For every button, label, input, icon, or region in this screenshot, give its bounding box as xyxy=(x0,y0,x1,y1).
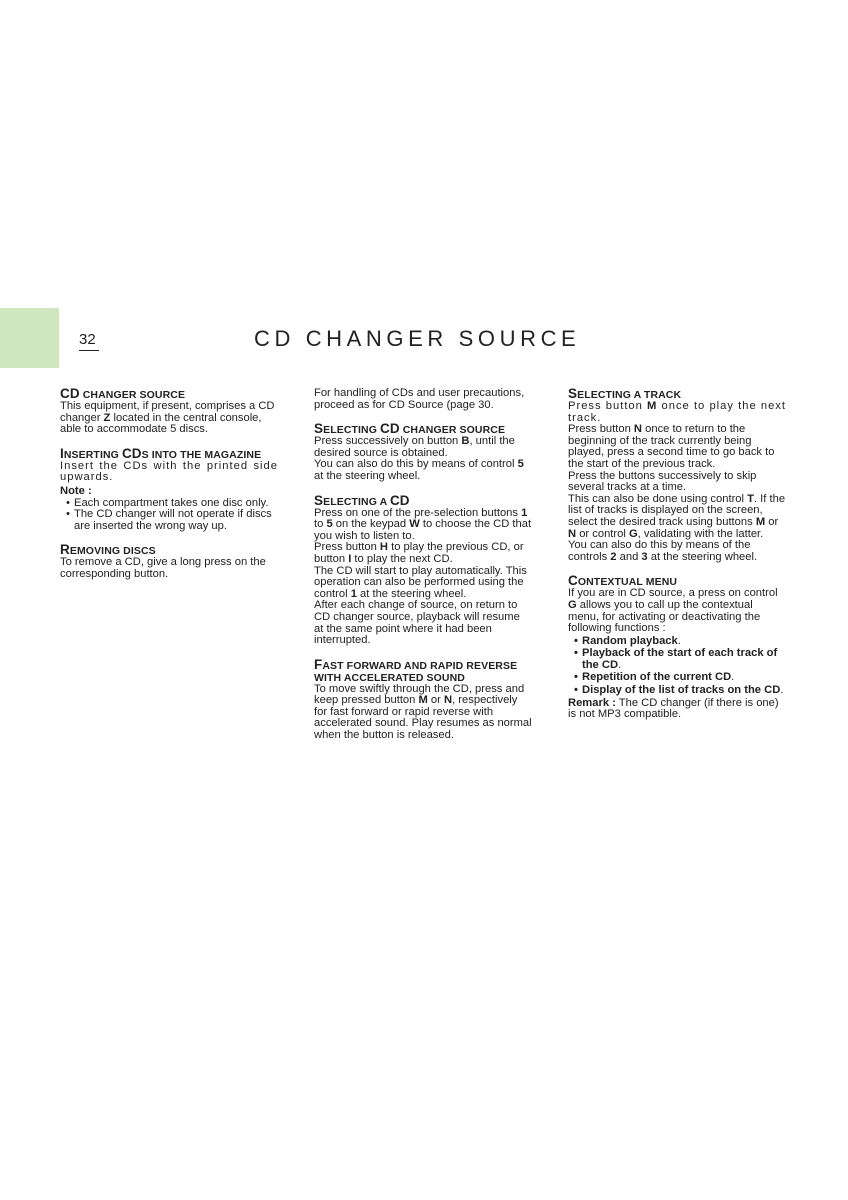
column-3 xyxy=(568,388,786,721)
section-title-removing-discs: REMOVING DISCS xyxy=(60,542,156,558)
list-item: • Random playback. xyxy=(574,636,786,648)
section-text: To remove a CD, give a long press on the corresponding button. xyxy=(60,556,266,580)
section-text: Press the buttons successively to skip several tracks at a time. xyxy=(568,469,757,494)
section-title-contextual-menu: CONTEXTUAL MENU xyxy=(568,573,678,589)
list-item: • The CD changer will not operate if discs are inserted the wrong way up. xyxy=(66,509,278,532)
section-title-selecting-a-track: SELECTING A TRACK xyxy=(568,386,682,401)
section-text: Press button N once to return to the beginning of the track currently being played, press a second time to go back to the start of the previous track. xyxy=(568,423,775,470)
section-text: The CD will start to play automatically. This operation can also be performed using the control 1 at the steering wheel. xyxy=(314,564,527,600)
section-title-selecting-a-cd: SELECTING A CD xyxy=(314,492,410,508)
section-text: If you are in CD source, a press on control G allows you to call up the contextual menu, for activating or deactivating the following functions : xyxy=(568,587,778,635)
column-1 xyxy=(60,388,278,581)
list-item: • Each compartment takes one disc only. xyxy=(66,498,278,510)
section-text: Press successively on button B, until the desired source is obtained. xyxy=(314,435,515,459)
list-item: • Display of the list of tracks on the CD. xyxy=(574,685,786,697)
section-text: Press button H to play the previous CD, or button I to play the next CD. xyxy=(314,541,524,565)
remark: Remark : The CD changer (if there is one) is not MP3 compatible. xyxy=(568,696,779,721)
page-number: 32 xyxy=(79,331,96,348)
chapter-tab xyxy=(0,308,59,368)
section-text: Insert the CDs with the printed side upwards. xyxy=(60,459,278,484)
column-2 xyxy=(314,388,532,742)
section-title-fast-forward: FAST FORWARD AND RAPID REVERSE WITH ACCELERATED SOUND xyxy=(314,656,518,684)
functions-list xyxy=(568,636,786,697)
section-text: This equipment, if present, comprises a CD changer Z located in the central console, able to accommodate 5 discs. xyxy=(60,400,275,436)
note-list xyxy=(60,498,278,533)
note-label: Note : xyxy=(60,484,92,497)
section-text: You can also do this by means of the controls 2 and 3 at the steering wheel. xyxy=(568,539,758,563)
section-title-cd-changer-source: CD CHANGER SOURCE xyxy=(60,386,186,401)
section-text: This can also be done using control T. If the list of tracks is displayed on the screen, select the desired track using buttons M or N or control G, validating with the latter. xyxy=(568,492,786,540)
list-item: • Playback of the start of each track of the CD. xyxy=(574,648,786,671)
page-title: CD CHANGER SOURCE xyxy=(254,326,581,351)
intro-text: For handling of CDs and user precautions, proceed as for CD Source (page 30. xyxy=(314,387,525,411)
page-number-underline xyxy=(79,350,99,351)
section-text: Press on one of the pre-selection buttons 1 to 5 on the keypad W to choose the CD that you wish to listen to. xyxy=(314,506,532,542)
section-title-inserting-cds: INSERTING CDS INTO THE MAGAZINE xyxy=(60,445,262,461)
section-text: To move swiftly through the CD, press and keep pressed button M or N, respectively for fast forward or rapid reverse with accelerated sound. Play resumes as normal when the button is released. xyxy=(314,682,532,742)
section-text: Press button M once to play the next track. xyxy=(568,400,786,424)
list-item: • Repetition of the current CD. xyxy=(574,672,786,684)
section-text: You can also do this by means of control 5 at the steering wheel. xyxy=(314,458,524,482)
section-title-selecting-cd-changer-source: SELECTING CD CHANGER SOURCE xyxy=(314,421,506,437)
section-text: After each change of source, on return to CD changer source, playback will resume at the same point where it had been interrupted. xyxy=(314,599,520,647)
